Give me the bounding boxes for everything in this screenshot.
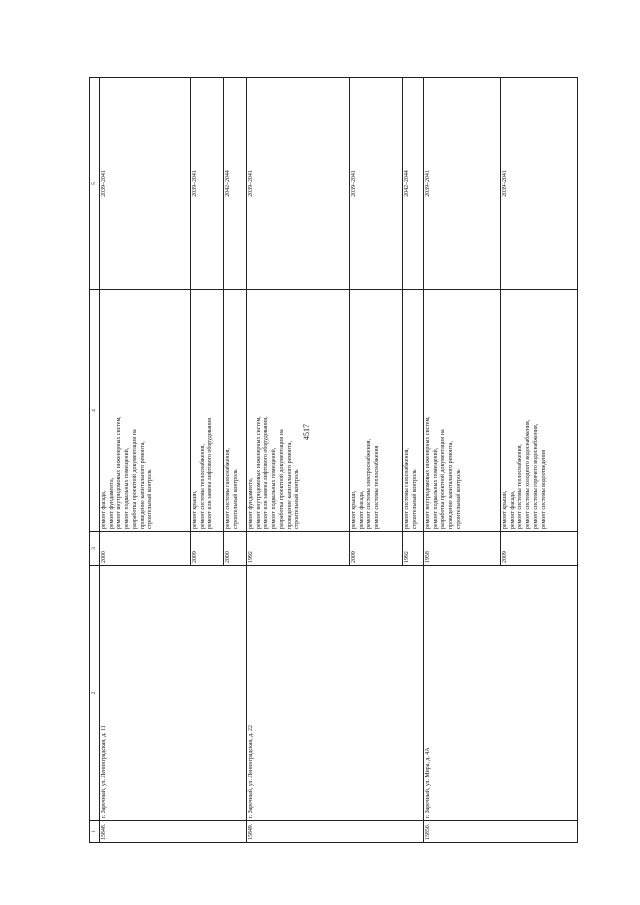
year: 2000 <box>100 532 191 566</box>
period: 2039–2041 <box>501 78 578 290</box>
period: 2042–2044 <box>403 78 424 290</box>
table-row <box>247 78 350 843</box>
year: 2009 <box>350 532 403 566</box>
year: 2000 <box>224 532 247 566</box>
table-row <box>424 78 501 843</box>
works-list <box>350 290 403 532</box>
row-number: 15850. <box>424 821 578 843</box>
work-item: ремонт системы электроснабжения, <box>366 439 373 529</box>
header-col-2: 2 <box>90 566 100 821</box>
work-item: ремонт подвальных помещений, <box>271 447 278 529</box>
work-item: ремонт фасада, <box>509 490 516 529</box>
work-item: ремонт фасада, <box>101 490 108 529</box>
period: 2039–2041 <box>247 78 350 290</box>
work-item: разработка проектной документации на <box>278 429 285 529</box>
row-number: 15849. <box>247 821 424 843</box>
header-col-3: 3 <box>90 532 100 566</box>
work-item: ремонт подвальных помещений, <box>124 447 131 529</box>
repair-schedule-table <box>89 77 578 843</box>
works-list <box>191 290 224 532</box>
year: 1958 <box>424 532 501 566</box>
address: г. Заречный, ул. Мира, д. 4А <box>424 566 578 821</box>
period: 2039–2041 <box>100 78 191 290</box>
address: г. Заречный, ул. Ленинградская, д. 11 <box>100 566 247 821</box>
work-item: ремонт фундамента, <box>248 477 255 529</box>
work-item: проведение капитального ремонта, <box>286 441 293 529</box>
year: 1992 <box>247 532 350 566</box>
work-item: строительный контроль <box>294 469 301 529</box>
work-item: ремонт системы холодного водоснабжения, <box>525 419 532 529</box>
period: 2039–2041 <box>191 78 224 290</box>
work-item: строительный контроль <box>455 469 462 529</box>
header-col-4: 4 <box>90 290 100 532</box>
work-item: разработка проектной документации на <box>131 429 138 529</box>
work-item: ремонт или замена лифтового оборудования, <box>263 416 270 529</box>
year: 2009 <box>191 532 224 566</box>
work-item: строительный контроль <box>232 469 239 529</box>
row-number: 15848. <box>100 821 247 843</box>
work-item: ремонт фундамента, <box>108 477 115 529</box>
work-item: ремонт внутридомовых инженерных систем, <box>425 416 432 529</box>
work-item: строительный контроль <box>147 469 154 529</box>
period: 2039–2041 <box>350 78 403 290</box>
work-item: ремонт или замена лифтового оборудования <box>207 417 214 529</box>
period: 2039–2041 <box>424 78 501 290</box>
works-list <box>224 290 247 532</box>
year: 1992 <box>403 532 424 566</box>
work-item: ремонт системы газоснабжения, <box>225 448 232 529</box>
work-item: ремонт системы горячего водоснабжения, <box>532 423 539 529</box>
work-item: разработка проектной документации на <box>440 429 447 529</box>
works-list <box>247 290 350 532</box>
works-list <box>501 290 578 532</box>
works-list <box>424 290 501 532</box>
works-list <box>403 290 424 532</box>
work-item: ремонт системы теплоснабжения <box>374 445 381 529</box>
work-item: ремонт внутридомовых инженерных систем, <box>255 416 262 529</box>
header-col-5: 5 <box>90 78 100 290</box>
work-item: ремонт крыши, <box>351 490 358 529</box>
header-col-1: 1 <box>90 821 100 843</box>
work-item: проведение капитального ремонта, <box>139 441 146 529</box>
work-item: строительный контроль <box>411 469 418 529</box>
work-item: ремонт системы водоотведения <box>540 450 547 529</box>
work-item: ремонт подвальных помещений, <box>432 447 439 529</box>
work-item: ремонт фасада, <box>358 490 365 529</box>
work-item: ремонт внутридомовых инженерных систем, <box>116 416 123 529</box>
rotated-table-container <box>89 78 553 843</box>
work-item: ремонт системы газоснабжения, <box>404 448 411 529</box>
year: 2009 <box>501 532 578 566</box>
work-item: ремонт системы теплоснабжения, <box>199 444 206 529</box>
table-row <box>100 78 191 843</box>
works-list <box>100 290 191 532</box>
period: 2042–2044 <box>224 78 247 290</box>
address: г. Заречный, ул. Ленинградская, д. 22 <box>247 566 424 821</box>
work-item: ремонт системы теплоснабжения, <box>517 444 524 529</box>
work-item: ремонт крыши, <box>192 490 199 529</box>
page-number: 4517 <box>302 424 311 440</box>
work-item: проведение капитального ремонта, <box>448 441 455 529</box>
work-item: ремонт крыши, <box>502 490 509 529</box>
header-row <box>90 78 100 843</box>
